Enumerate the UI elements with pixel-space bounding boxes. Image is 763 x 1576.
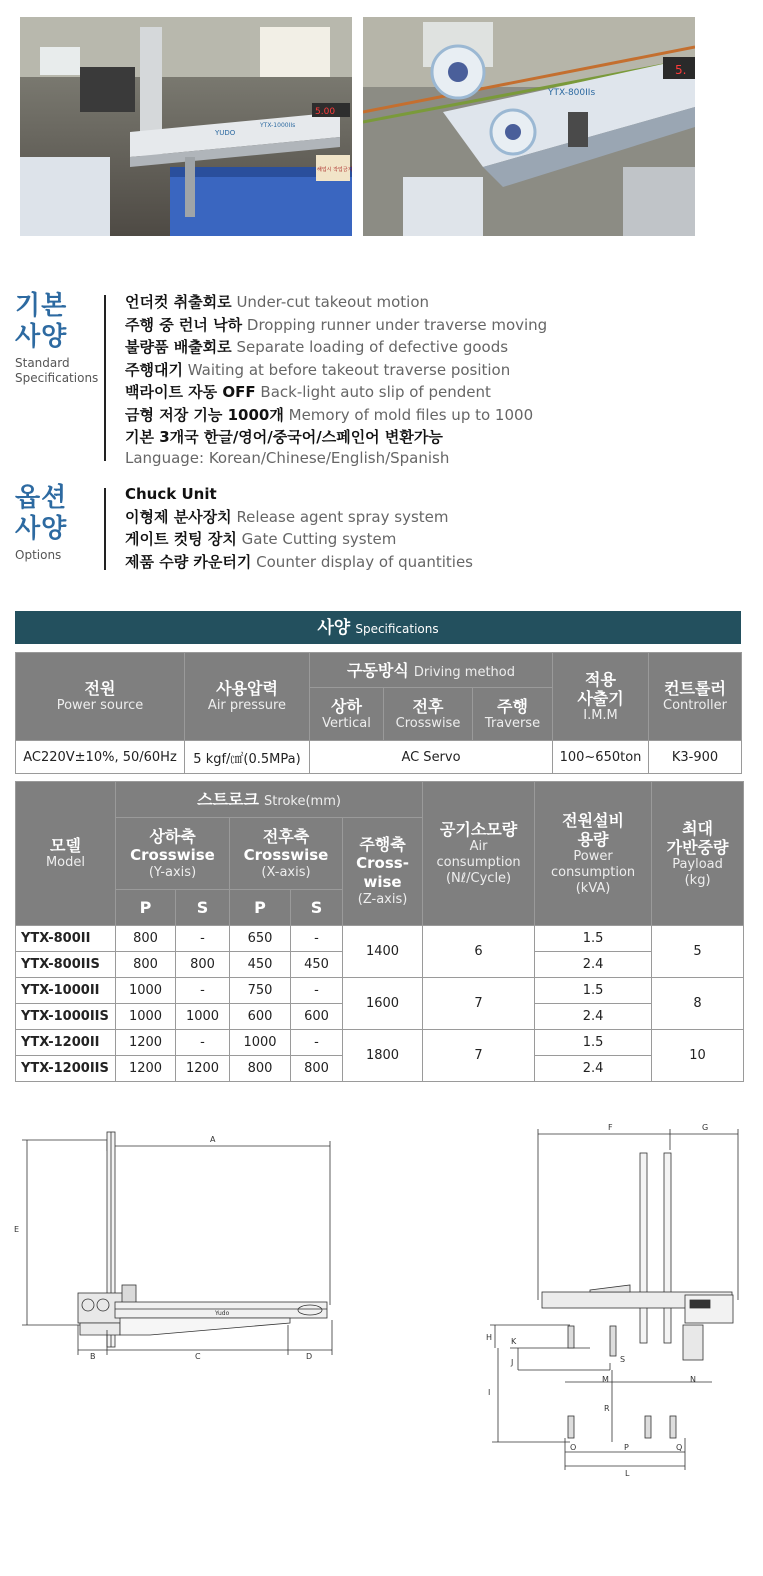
table-row bbox=[16, 978, 744, 1004]
standard-divider bbox=[104, 295, 106, 461]
options-heading bbox=[15, 483, 107, 563]
cell-payload: 10 bbox=[652, 1030, 744, 1082]
header-stroke: 스트로크 Stroke(mm) bbox=[116, 782, 423, 818]
options-heading-ko-2: 사양 bbox=[15, 514, 68, 544]
dim-label-p: P bbox=[624, 1443, 629, 1452]
spec-item: 주행대기 Waiting at before takeout traverse position bbox=[125, 360, 511, 379]
dim-label-m: M bbox=[602, 1375, 609, 1384]
dim-label-r: R bbox=[604, 1404, 610, 1413]
dim-label-n: N bbox=[690, 1375, 696, 1384]
cell-y-s: - bbox=[176, 926, 230, 952]
cell-y-p: 1200 bbox=[116, 1056, 176, 1082]
cell-z: 1400 bbox=[343, 926, 423, 978]
dim-label-g: G bbox=[702, 1123, 709, 1132]
spec-bar-en: Specifications bbox=[355, 622, 439, 636]
dim-label-h: H bbox=[486, 1333, 493, 1342]
table-row bbox=[16, 926, 744, 952]
model-name: YTX-800II bbox=[16, 926, 116, 952]
table-row bbox=[16, 1030, 744, 1056]
cell-x-p: 450 bbox=[230, 952, 291, 978]
header-x-s: S bbox=[291, 890, 343, 926]
cell-x-p: 650 bbox=[230, 926, 291, 952]
dim-label-f: F bbox=[608, 1123, 613, 1132]
options-heading-ko-1: 옵션 bbox=[15, 483, 68, 513]
cell-y-s: 1000 bbox=[176, 1004, 230, 1030]
cell-x-s: 450 bbox=[291, 952, 343, 978]
cell-air: 7 bbox=[423, 978, 535, 1030]
cell-kva: 2.4 bbox=[535, 1004, 652, 1030]
dim-label-d: D bbox=[306, 1352, 313, 1361]
cell-y-s: 1200 bbox=[176, 1056, 230, 1082]
options-list bbox=[125, 483, 473, 573]
spec-item: 백라이트 자동 OFF Back-light auto slip of pendent bbox=[125, 383, 491, 401]
standard-heading-ko-2: 사양 bbox=[15, 322, 68, 352]
header-z-axis: 주행축 Cross- wise (Z-axis) bbox=[343, 818, 423, 926]
cell-air: 5 kgf/㎠(0.5MPa) bbox=[185, 741, 310, 774]
robot-model-label-right: YTX-800IIs bbox=[548, 88, 596, 98]
dim-label-s: S bbox=[620, 1355, 626, 1364]
header-y-s: S bbox=[176, 890, 230, 926]
model-name: YTX-1000II bbox=[16, 978, 116, 1004]
cell-controller: K3-900 bbox=[649, 741, 742, 774]
side-view-drawing bbox=[10, 1125, 350, 1370]
robot-model-label: YTX-1000IIs bbox=[260, 122, 296, 129]
option-item: 게이트 컷팅 장치 Gate Cutting system bbox=[125, 530, 397, 548]
cell-drive: AC Servo bbox=[310, 741, 553, 774]
dim-label-q: Q bbox=[676, 1443, 683, 1452]
header-crosswise: 전후 Crosswise bbox=[384, 688, 473, 741]
cell-x-p: 1000 bbox=[230, 1030, 291, 1056]
header-driving-method: 구동방식 Driving method bbox=[310, 653, 553, 688]
options-divider bbox=[104, 488, 106, 570]
cell-z: 1800 bbox=[343, 1030, 423, 1082]
header-payload: 최대 가반중량 Payload (kg) bbox=[652, 782, 744, 926]
header-x-p: P bbox=[230, 890, 291, 926]
cell-y-p: 800 bbox=[116, 926, 176, 952]
standard-heading-ko-1: 기본 bbox=[15, 291, 68, 321]
standard-specs-heading bbox=[15, 291, 107, 386]
drawing-brand: Yudo bbox=[215, 1310, 230, 1317]
warning-sign: 해업시 작업금지 bbox=[317, 167, 352, 173]
cell-x-s: 800 bbox=[291, 1056, 343, 1082]
cell-y-p: 1000 bbox=[116, 1004, 176, 1030]
header-power-consumption: 전원설비 용량 Power consumption (kVA) bbox=[535, 782, 652, 926]
robot-brand: YUDO bbox=[215, 129, 236, 137]
standard-heading-en-2: Specifications bbox=[15, 371, 99, 385]
spec-item: 언더컷 취출회로 Under-cut takeout motion bbox=[125, 293, 430, 311]
cell-kva: 1.5 bbox=[535, 1030, 652, 1056]
cell-payload: 8 bbox=[652, 978, 744, 1030]
dim-label-i: I bbox=[488, 1388, 491, 1397]
header-traverse: 주행 Traverse bbox=[473, 688, 553, 741]
header-model: 모델 Model bbox=[16, 782, 116, 926]
header-controller: 컨트롤러 Controller bbox=[649, 653, 742, 741]
cell-air: 7 bbox=[423, 1030, 535, 1082]
cell-imm: 100~650ton bbox=[553, 741, 649, 774]
dim-label-c: C bbox=[195, 1352, 201, 1361]
standard-specs-list bbox=[125, 291, 547, 467]
cell-x-s: 600 bbox=[291, 1004, 343, 1030]
model-name: YTX-1200II bbox=[16, 1030, 116, 1056]
cell-y-s: 800 bbox=[176, 952, 230, 978]
cell-x-s: - bbox=[291, 926, 343, 952]
front-view-drawing bbox=[480, 1120, 755, 1480]
header-power-source: 전원 Power source bbox=[16, 653, 185, 741]
cell-x-s: - bbox=[291, 1030, 343, 1056]
specifications-bar bbox=[15, 611, 741, 644]
cell-x-p: 800 bbox=[230, 1056, 291, 1082]
header-vertical: 상하 Vertical bbox=[310, 688, 384, 741]
header-y-axis: 상하축 Crosswise (Y-axis) bbox=[116, 818, 230, 890]
cell-kva: 2.4 bbox=[535, 952, 652, 978]
cell-y-s: - bbox=[176, 1030, 230, 1056]
cell-x-p: 750 bbox=[230, 978, 291, 1004]
cell-kva: 1.5 bbox=[535, 926, 652, 952]
dim-label-k: K bbox=[511, 1337, 517, 1346]
robot-photo-left bbox=[20, 17, 352, 236]
header-y-p: P bbox=[116, 890, 176, 926]
cell-y-p: 800 bbox=[116, 952, 176, 978]
display-readout-right: 5. bbox=[675, 63, 687, 77]
model-spec-table bbox=[15, 781, 744, 1082]
cell-z: 1600 bbox=[343, 978, 423, 1030]
cell-air: 6 bbox=[423, 926, 535, 978]
cell-x-s: - bbox=[291, 978, 343, 1004]
header-x-axis: 전후축 Crosswise (X-axis) bbox=[230, 818, 343, 890]
model-name: YTX-1000IIS bbox=[16, 1004, 116, 1030]
spec-bar-ko: 사양 bbox=[317, 618, 351, 638]
standard-specs-section bbox=[15, 291, 575, 466]
options-heading-en: Options bbox=[15, 548, 62, 562]
spec-item: 주행 중 런너 낙하 Dropping runner under traverse moving bbox=[125, 315, 548, 334]
dim-label-l: L bbox=[625, 1469, 630, 1478]
cell-x-p: 600 bbox=[230, 1004, 291, 1030]
display-readout: 5.00 bbox=[315, 107, 336, 117]
option-item: 제품 수량 카운터기 Counter display of quantities bbox=[125, 552, 473, 571]
model-name: YTX-800IIS bbox=[16, 952, 116, 978]
robot-photo-right bbox=[363, 17, 695, 236]
header-air-pressure: 사용압력 Air pressure bbox=[185, 653, 310, 741]
cell-y-p: 1000 bbox=[116, 978, 176, 1004]
cell-power: AC220V±10%, 50/60Hz bbox=[16, 741, 185, 774]
dim-label-j: J bbox=[511, 1358, 514, 1367]
cell-y-p: 1200 bbox=[116, 1030, 176, 1056]
spec-item: 금형 저장 기능 1000개 Memory of mold files up to 1000 bbox=[125, 405, 534, 424]
dim-label-a: A bbox=[210, 1135, 216, 1144]
header-imm: 적용 사출기 I.M.M bbox=[553, 653, 649, 741]
dim-label-e: E bbox=[14, 1225, 20, 1234]
spec-item: 기본 3개국 한글/영어/중국어/스페인어 변환가능 Language: Korean/Chinese/English/Spanish bbox=[125, 428, 450, 467]
cell-y-s: - bbox=[176, 978, 230, 1004]
header-air-consumption: 공기소모량 Air consumption (Nℓ/Cycle) bbox=[423, 782, 535, 926]
cell-kva: 2.4 bbox=[535, 1056, 652, 1082]
option-item: Chuck Unit bbox=[125, 485, 217, 503]
dim-label-b: B bbox=[90, 1352, 96, 1361]
options-section bbox=[15, 483, 575, 573]
model-name: YTX-1200IIS bbox=[16, 1056, 116, 1082]
cell-kva: 1.5 bbox=[535, 978, 652, 1004]
standard-heading-en-1: Standard bbox=[15, 356, 70, 370]
power-spec-table bbox=[15, 652, 742, 774]
option-item: 이형제 분사장치 Release agent spray system bbox=[125, 507, 449, 526]
cell-payload: 5 bbox=[652, 926, 744, 978]
dim-label-o: O bbox=[570, 1443, 577, 1452]
spec-item: 불량품 배출회로 Separate loading of defective goods bbox=[125, 338, 509, 356]
